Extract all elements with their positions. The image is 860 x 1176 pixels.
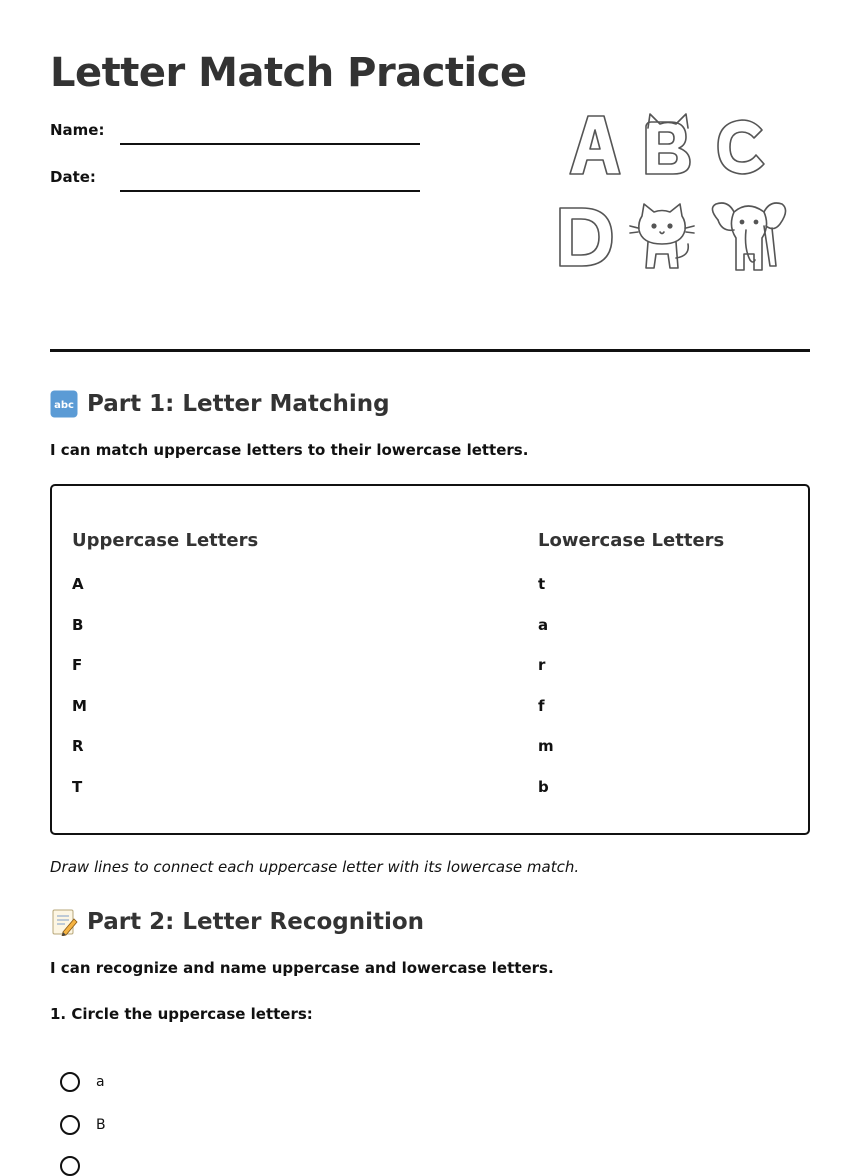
option-label: B	[96, 1117, 106, 1133]
part2-objective: I can recognize and name uppercase and lowercase letters.	[50, 959, 554, 977]
abc-emoji-icon	[50, 390, 78, 418]
name-line[interactable]	[120, 143, 420, 145]
uppercase-letter[interactable]: B	[72, 616, 84, 634]
lowercase-letter[interactable]: f	[538, 697, 545, 715]
option-a[interactable]	[60, 1072, 105, 1092]
uppercase-letter[interactable]: T	[72, 778, 83, 796]
section-divider	[50, 349, 810, 352]
svg-text:abc: abc	[54, 400, 74, 411]
option-c[interactable]	[60, 1156, 96, 1176]
part1-instruction: Draw lines to connect each uppercase letter with its lowercase match.	[50, 858, 580, 876]
lowercase-letter[interactable]: b	[538, 778, 549, 796]
date-line[interactable]	[120, 190, 420, 192]
radio-circle[interactable]	[60, 1072, 80, 1092]
uppercase-column-heading: Uppercase Letters	[72, 530, 259, 551]
lowercase-column-heading: Lowercase Letters	[538, 530, 725, 551]
part1-heading	[50, 390, 390, 418]
worksheet-page	[50, 0, 810, 1161]
uppercase-letter[interactable]: R	[72, 737, 84, 755]
uppercase-letter[interactable]: M	[72, 697, 87, 715]
memo-emoji-icon	[50, 908, 78, 936]
date-label: Date:	[50, 168, 96, 186]
option-b[interactable]	[60, 1115, 106, 1135]
name-label: Name:	[50, 121, 105, 139]
matching-box	[50, 484, 810, 835]
lowercase-letter[interactable]: a	[538, 616, 549, 634]
radio-circle[interactable]	[60, 1115, 80, 1135]
page-title: Letter Match Practice	[50, 50, 527, 96]
question-1: 1. Circle the uppercase letters:	[50, 1005, 313, 1023]
uppercase-letter[interactable]: F	[72, 656, 83, 674]
radio-circle[interactable]	[60, 1156, 80, 1176]
lowercase-letter[interactable]: r	[538, 656, 546, 674]
option-label: a	[96, 1074, 105, 1090]
lowercase-letter[interactable]: t	[538, 575, 546, 593]
alphabet-animals-clipart-icon	[558, 108, 790, 280]
part1-heading-text: Part 1: Letter Matching	[87, 391, 390, 417]
lowercase-letter[interactable]: m	[538, 737, 554, 755]
part1-objective: I can match uppercase letters to their lowercase letters.	[50, 441, 529, 459]
part2-heading-text: Part 2: Letter Recognition	[87, 909, 425, 935]
part2-heading	[50, 908, 424, 936]
uppercase-letter[interactable]: A	[72, 575, 84, 593]
